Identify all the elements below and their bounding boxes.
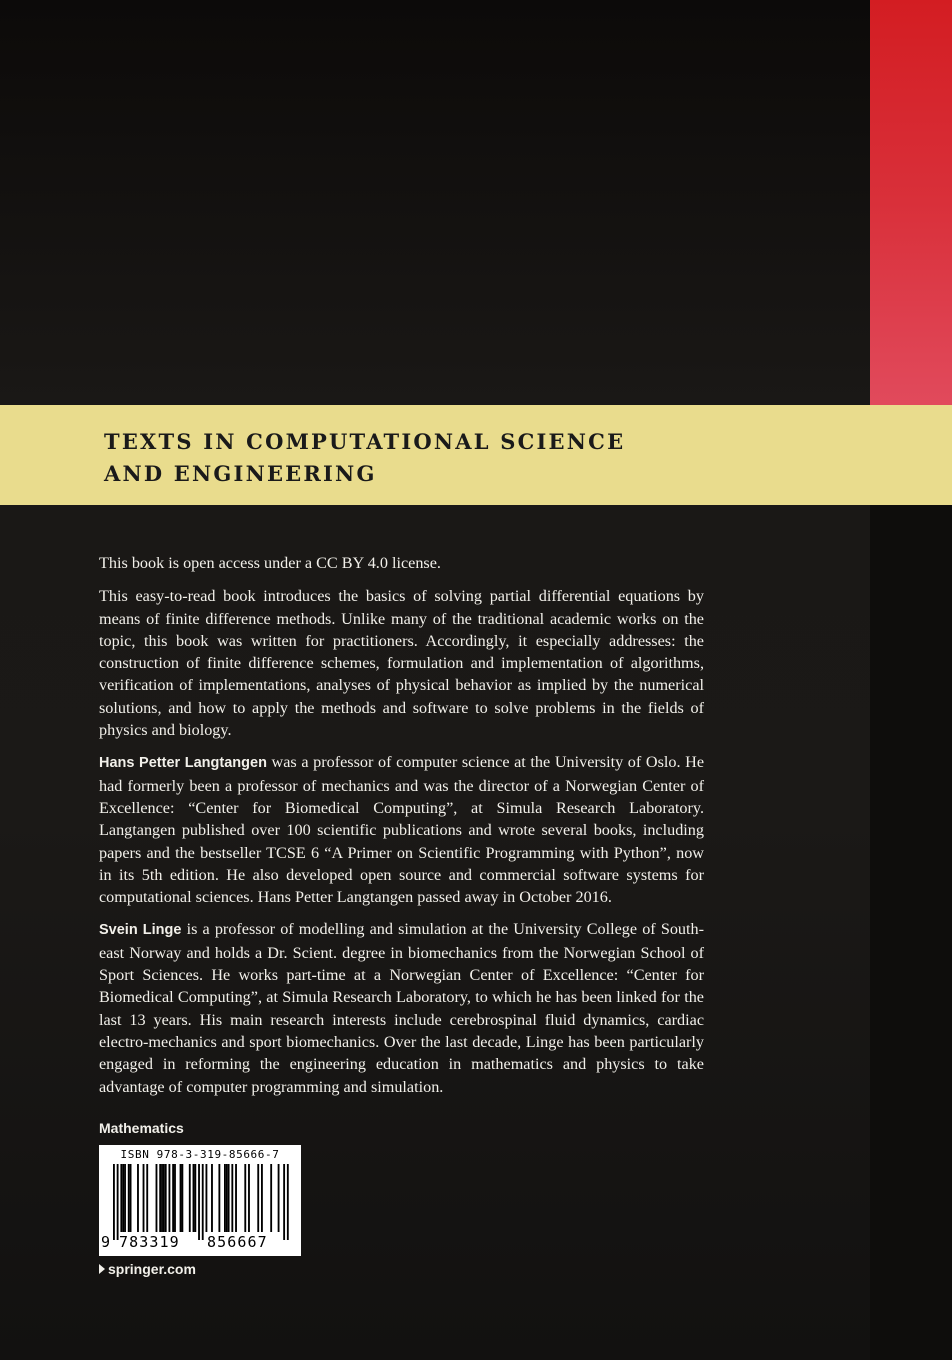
barcode-bar (228, 1164, 230, 1232)
book-description: This easy-to-read book introduces the basics of solving partial differential equations by means of finite difference methods. Unlike many of the traditional academic works on the topic, this book was written for practitioners. Accordingly, it especially addresses: the construction of finite difference schemes, formulation and implementation of algorithms, verification of implementations, analyses of physical behavior as implied by the numerical solutions, and how to apply the methods and software to solve problems in the fields of physics and biology. (99, 587, 704, 740)
barcode-bar (244, 1164, 246, 1232)
isbn-barcode (99, 1145, 301, 1256)
barcode-bar (206, 1164, 208, 1232)
barcode-bar (124, 1164, 126, 1232)
barcode-bar (194, 1164, 196, 1232)
barcode-bar (211, 1164, 213, 1232)
barcode-bar (193, 1164, 195, 1232)
website-label: springer.com (108, 1261, 196, 1277)
author-bio-2 (99, 918, 704, 1097)
barcode-bar (283, 1164, 285, 1240)
barcode-bar (278, 1164, 280, 1232)
barcode-bar (165, 1164, 167, 1232)
ean-right-group: 856667 (207, 1233, 268, 1251)
barcode-bar (117, 1164, 119, 1240)
barcode-bar (235, 1164, 237, 1232)
barcode-bar (198, 1164, 200, 1240)
red-accent-strip (870, 0, 952, 405)
barcode-bar (130, 1164, 132, 1232)
arrow-right-icon (99, 1264, 105, 1274)
barcode-bar (120, 1164, 122, 1232)
series-title-line2: AND ENGINEERING (104, 461, 377, 486)
series-title-line1: TEXTS IN COMPUTATIONAL SCIENCE (104, 429, 626, 454)
author-bio-text-1: was a professor of computer science at the University of Oslo. He had formerly been a professor of mechanics and was the director of a Norwegian Center of Excellence: “Center for Biomedical Computing”, at Simula Research Laboratory. Langtangen published over 100 scientific publications and wrote several books, including papers and the bestseller TCSE 6 “A Primer on Scientific Programming with Python”, now in its 5th edition. He also developed open source and commercial software systems for computational sciences. Hans Petter Langtangen passed away in October 2016. (99, 753, 705, 907)
barcode-bar (231, 1164, 233, 1232)
barcode-bar (161, 1164, 163, 1232)
open-access-note: This book is open access under a CC BY 4.0 license. (99, 554, 441, 572)
barcode-bar (113, 1164, 115, 1240)
barcode-bar (248, 1164, 250, 1232)
author-bio-text-2: is a professor of modelling and simulation at the University College of Southeast Norway and holds a Dr. Scient. degree in biomechanics from the Norwegian School of Sport Sciences. He works part-time at a Norwegian Center of Excellence: “Center for Biomedical Computing”, at Simula Research Laboratory, to which he has been linked for the last 13 years. His main research interests include cerebrospinal fluid dynamics, cardiac electro-mechanics and sport biomechanics. Over the last decade, Linge has been particularly engaged in reforming the engineering education in mathematics and physics to take advantage of computer programming and simulation. (99, 920, 704, 1096)
subject-category: Mathematics (99, 1120, 184, 1136)
barcode-bar (172, 1164, 174, 1232)
ean-first-digit: 9 (101, 1233, 111, 1251)
publisher-website[interactable] (99, 1261, 196, 1277)
barcode-bar (180, 1164, 182, 1232)
barcode-bar (128, 1164, 130, 1232)
author-name-1: Hans Petter Langtangen (99, 755, 267, 772)
barcode-bar (156, 1164, 158, 1232)
barcode-bar (143, 1164, 145, 1232)
barcode-bar (257, 1164, 259, 1232)
ean-left-group: 783319 (119, 1233, 180, 1251)
barcode-bar (270, 1164, 272, 1232)
barcode-bar (287, 1164, 289, 1240)
barcode-bar (122, 1164, 124, 1232)
barcode-bar (169, 1164, 171, 1232)
barcode-bar (163, 1164, 165, 1232)
barcode-bar (224, 1164, 226, 1232)
barcode-bar (146, 1164, 148, 1232)
barcode-bar (261, 1164, 263, 1232)
barcode-bar (181, 1164, 183, 1232)
back-cover-text (99, 552, 704, 1108)
series-title (104, 426, 625, 490)
isbn-number: ISBN 978-3-319-85666-7 (120, 1148, 280, 1161)
barcode-bar (189, 1164, 191, 1232)
barcode-bars (107, 1164, 293, 1244)
barcode-bar (218, 1164, 220, 1232)
author-bio-1 (99, 751, 704, 908)
barcode-bar (137, 1164, 139, 1232)
barcode-bar (226, 1164, 228, 1232)
barcode-bar (159, 1164, 161, 1232)
barcode-bar (174, 1164, 176, 1232)
author-name-2: Svein Linge (99, 922, 182, 939)
dark-side-strip (870, 505, 952, 1360)
barcode-bar (202, 1164, 204, 1240)
